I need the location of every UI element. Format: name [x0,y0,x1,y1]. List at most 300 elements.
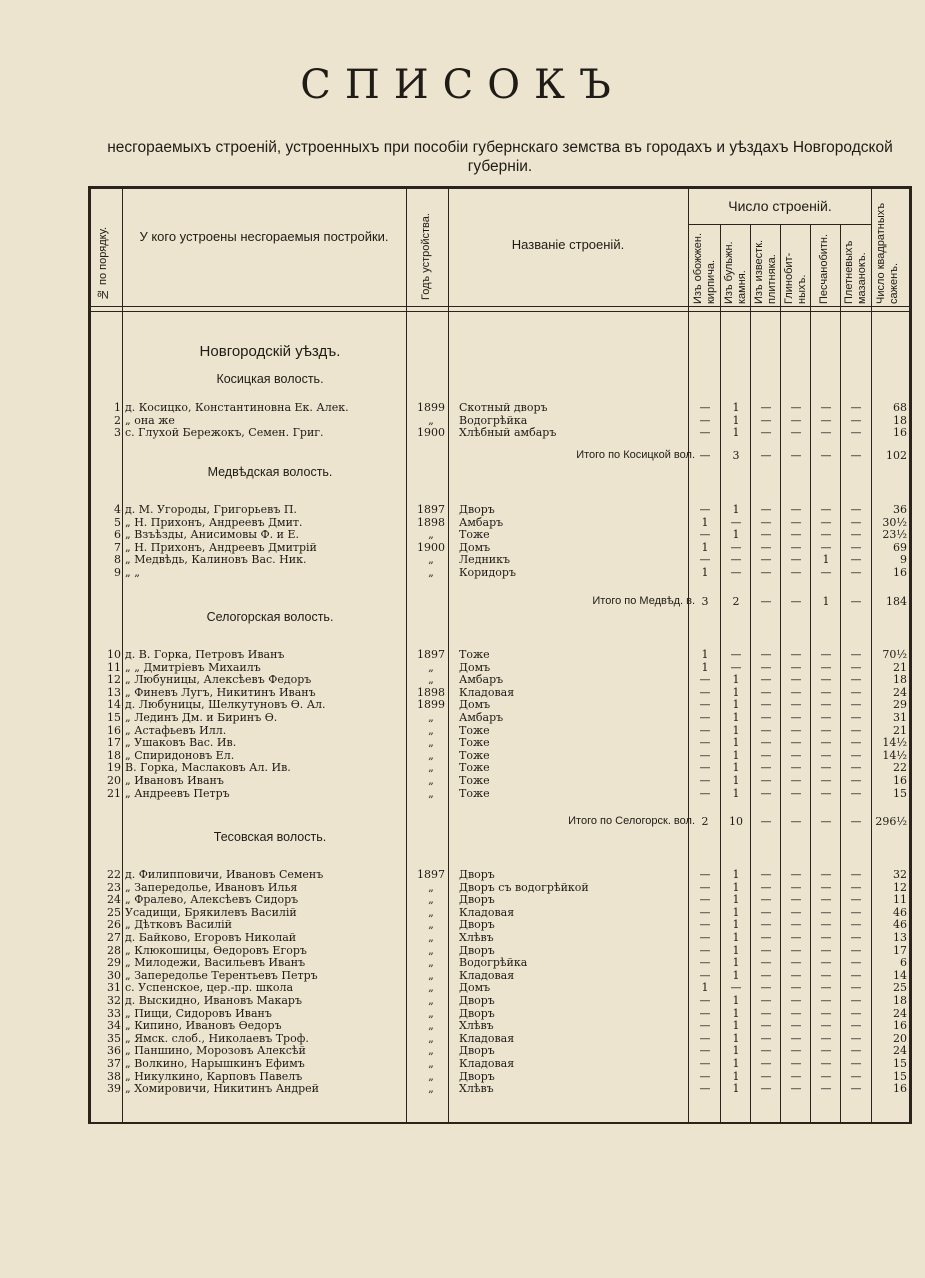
table-row [91,541,909,554]
row-count: — [699,426,711,440]
row-number: 5 [114,515,121,529]
table-row [91,1082,909,1095]
header-name: Названіе строеній. [511,237,625,252]
row-count: — [790,723,802,737]
row-count: — [699,723,711,737]
row-count: 1 [732,868,740,881]
row-owner: „ Спиридоновъ Ел. [125,748,235,762]
row-count: 1 [732,786,740,800]
row-count: — [699,786,711,800]
row-count: — [820,540,832,554]
row-year: „ [428,553,434,567]
row-count: — [760,1031,772,1045]
row-building-name: Тоже [459,648,490,661]
table-row [91,969,909,982]
row-count: — [820,401,832,414]
row-building-name: Хлѣбный амбаръ [459,426,557,440]
table-row [91,516,909,529]
row-count: 1 [732,918,740,932]
table-row [91,1044,909,1057]
row-count: — [790,968,802,982]
row-year: „ [428,943,434,957]
row-year: „ [428,918,434,932]
row-number: 12 [107,673,121,687]
row-count: 1 [701,566,709,579]
row-year: „ [428,774,434,787]
row-count: 1 [732,893,740,907]
total-count: — [790,449,802,462]
table-row [91,553,909,566]
row-building-name: Тоже [459,786,490,800]
row-number: 11 [107,660,121,674]
table-row [91,1019,909,1032]
row-owner: „ Никулкино, Карповъ Павелъ [125,1069,303,1083]
row-count: — [850,893,862,907]
total-count: — [820,815,832,828]
row-owner: „ Любуницы, Алексѣевъ Федоръ [125,673,312,687]
row-building-name: Кладовая [459,905,515,919]
table-row [91,426,909,439]
document-title: СПИСОКЪ [300,62,625,108]
row-count: — [699,553,711,567]
row-owner: „ „ Дмитріевъ Михаилъ [125,660,261,674]
row-year: „ [428,1031,434,1045]
row-count: — [790,1069,802,1083]
row-year: 1900 [417,540,445,554]
row-count: — [699,673,711,687]
header-col-stone: Изъ бульжн. камня. [723,241,748,304]
row-number: 22 [107,868,121,881]
total-count: — [820,449,832,462]
row-count: 1 [732,761,740,775]
row-count: — [820,981,832,995]
row-owner: д. В. Горка, Петровъ Иванъ [125,648,285,661]
row-owner: „ Дѣтковъ Василій [125,918,233,932]
volost-heading: Медвѣдская волость. [207,465,333,479]
row-count: — [850,503,862,516]
row-count: — [820,711,832,724]
row-count: — [699,868,711,881]
row-count: — [850,685,862,699]
table-row [91,868,909,881]
row-number: 16 [107,723,121,737]
row-count: — [790,711,802,724]
row-number: 4 [114,503,121,516]
row-number: 29 [107,956,121,970]
total-label: Итого по Медвѣд. в. [592,595,695,607]
row-owner: „ Медвѣдь, Калиновъ Вас. Ник. [125,553,307,567]
row-count: — [850,426,862,440]
row-count: — [850,648,862,661]
row-count: — [790,515,802,529]
row-square-sazhen: 23½ [882,528,907,542]
row-count: — [790,553,802,567]
row-count: — [760,648,772,661]
row-count: — [699,905,711,919]
table-row [91,994,909,1007]
row-count: — [850,931,862,944]
row-count: — [760,1006,772,1020]
table-row [91,931,909,944]
row-count: — [790,648,802,661]
table-row [91,774,909,787]
row-square-sazhen: 32 [893,868,907,881]
row-count: — [699,1082,711,1096]
row-building-name: Тоже [459,723,490,737]
row-building-name: Дворъ [459,1069,495,1083]
row-building-name: Хлѣвъ [459,1082,494,1096]
row-count: — [760,905,772,919]
row-year: „ [428,673,434,687]
row-count: — [850,761,862,775]
row-count: — [730,515,742,529]
row-square-sazhen: 18 [893,673,907,687]
row-count: — [760,880,772,894]
row-square-sazhen: 16 [893,774,907,787]
row-owner: д. Байково, Егоровъ Николай [125,931,297,944]
row-year: „ [428,956,434,970]
row-count: — [850,994,862,1007]
row-square-sazhen: 9 [900,553,907,567]
row-square-sazhen: 70½ [882,648,907,661]
row-owner: „ она же [125,413,175,427]
row-count: — [790,748,802,762]
row-owner: „ Н. Прихонъ, Андреевъ Дмитрій [125,540,317,554]
row-building-name: Амбаръ [459,515,504,529]
table-row [91,787,909,800]
row-year: 1897 [417,868,445,881]
row-number: 39 [107,1082,121,1096]
row-square-sazhen: 25 [893,981,907,995]
row-number: 6 [114,528,121,542]
row-count: 1 [732,905,740,919]
row-building-name: Кладовая [459,968,515,982]
row-count: — [790,685,802,699]
row-year: „ [428,1019,434,1033]
row-count: 1 [701,540,709,554]
row-count: — [760,515,772,529]
row-building-name: Дворъ [459,943,495,957]
total-count: — [760,449,772,462]
total-count: 2 [732,595,740,608]
row-number: 32 [107,994,121,1007]
row-count: — [760,748,772,762]
row-building-name: Кладовая [459,685,515,699]
row-count: — [850,736,862,750]
row-count: — [699,413,711,427]
row-count: — [820,413,832,427]
row-owner: с. Успенское, цер.-пр. школа [125,981,294,995]
total-count: 10 [729,815,743,828]
row-count: — [760,968,772,982]
row-count: 1 [732,1019,740,1033]
row-number: 37 [107,1057,121,1070]
row-count: — [850,566,862,579]
table-row [91,528,909,541]
table-row [91,648,909,661]
row-count: — [850,553,862,567]
row-count: — [699,761,711,775]
total-count: — [850,449,862,462]
row-count: — [699,943,711,957]
row-number: 3 [114,426,121,440]
row-number: 27 [107,931,121,944]
row-count: — [699,893,711,907]
row-count: — [699,748,711,762]
row-count: — [790,905,802,919]
row-year: „ [428,905,434,919]
row-year: „ [428,1057,434,1070]
row-count: — [850,1031,862,1045]
row-count: — [820,685,832,699]
total-row [91,449,909,462]
table-row [91,673,909,686]
table-row [91,1070,909,1083]
row-count: — [760,528,772,542]
row-count: — [790,943,802,957]
row-count: 1 [732,401,740,414]
row-count: 1 [732,426,740,440]
row-owner: Усадищи, Брякилевъ Василій [125,905,297,919]
row-owner: „ Ивановъ Иванъ [125,774,224,787]
row-building-name: Тоже [459,761,490,775]
row-count: — [820,1031,832,1045]
row-count: — [790,566,802,579]
row-count: — [760,943,772,957]
row-count: — [699,1019,711,1033]
row-count: 1 [732,711,740,724]
row-count: — [760,553,772,567]
row-count: — [760,786,772,800]
row-building-name: Тоже [459,774,490,787]
row-owner: д. Любуницы, Шелкутуновъ Ѳ. Ал. [125,698,326,712]
row-square-sazhen: 17 [893,943,907,957]
total-label: Итого по Косицкой вол. [576,449,695,461]
row-count: — [820,931,832,944]
row-count: — [790,893,802,907]
row-count: 1 [732,968,740,982]
row-count: — [730,660,742,674]
row-count: — [850,968,862,982]
table-row [91,761,909,774]
row-square-sazhen: 16 [893,1019,907,1033]
row-count: — [730,540,742,554]
row-number: 35 [107,1031,121,1045]
row-count: — [820,994,832,1007]
row-year: „ [428,893,434,907]
row-building-name: Домъ [459,981,491,995]
row-count: — [790,868,802,881]
row-number: 28 [107,943,121,957]
row-count: — [790,931,802,944]
row-count: — [790,1019,802,1033]
row-count: — [820,698,832,712]
row-year: 1897 [417,503,445,516]
row-year: „ [428,711,434,724]
row-building-name: Кладовая [459,1057,515,1070]
row-building-name: Домъ [459,698,491,712]
row-count: — [820,660,832,674]
row-count: — [850,540,862,554]
row-square-sazhen: 15 [893,1057,907,1070]
row-square-sazhen: 14 [893,968,907,982]
row-number: 8 [114,553,121,567]
row-count: — [730,981,742,995]
row-count: — [820,515,832,529]
row-count: — [760,413,772,427]
row-year: 1899 [417,401,445,414]
row-owner: „ Фралево, Алексѣевъ Сидоръ [125,893,299,907]
row-count: — [850,515,862,529]
row-building-name: Кладовая [459,1031,515,1045]
row-square-sazhen: 15 [893,1069,907,1083]
row-square-sazhen: 24 [893,1044,907,1058]
row-count: — [730,648,742,661]
row-building-name: Коридоръ [459,566,516,579]
volost-heading: Тесовская волость. [213,830,327,844]
row-count: — [760,503,772,516]
row-count: — [699,968,711,982]
row-count: — [699,711,711,724]
row-count: — [760,660,772,674]
row-count: — [850,981,862,995]
row-year: „ [428,736,434,750]
table-row [91,711,909,724]
table-row [91,503,909,516]
row-count: — [790,660,802,674]
row-square-sazhen: 29 [893,698,907,712]
row-number: 19 [107,761,121,775]
row-count: — [850,673,862,687]
row-year: 1898 [417,515,445,529]
row-count: — [790,994,802,1007]
table-row [91,944,909,957]
row-count: — [760,673,772,687]
row-square-sazhen: 46 [893,905,907,919]
row-count: — [850,748,862,762]
header-col-lime: Изъ известк. плитняка. [753,239,778,304]
header-bottom-line-2 [91,311,909,312]
header-col-brick: Изъ обожжен. кирпича. [692,232,717,304]
row-year: „ [428,413,434,427]
row-count: — [790,401,802,414]
row-owner: „ Запередолье, Ивановъ Илья [125,880,298,894]
row-year: „ [428,566,434,579]
row-count: — [699,918,711,932]
row-count: — [730,566,742,579]
row-owner: „ Андреевъ Петръ [125,786,230,800]
row-count: — [699,1057,711,1070]
total-square-sazhen: 102 [886,449,907,462]
row-count: — [790,1031,802,1045]
row-owner: „ Хомировичи, Никитинъ Андрей [125,1082,320,1096]
row-owner: „ Финевъ Лугъ, Никитинъ Иванъ [125,685,316,699]
row-count: — [790,1057,802,1070]
total-count: — [760,815,772,828]
table-row [91,906,909,919]
row-count: — [699,1006,711,1020]
row-year: „ [428,528,434,542]
row-count: — [760,736,772,750]
volost-heading: Косицкая волость. [216,372,324,386]
row-number: 1 [114,401,121,414]
row-count: — [820,905,832,919]
row-count: — [850,774,862,787]
row-count: 1 [732,528,740,542]
row-count: — [790,956,802,970]
row-number: 10 [107,648,121,661]
row-count: — [760,1057,772,1070]
header-col-sq: Число квадратныхъ саженъ. [875,202,900,304]
row-year: 1899 [417,698,445,712]
uezd-heading: Новгородскій уѣздъ. [199,343,341,360]
row-owner: „ „ [125,566,140,579]
total-count: — [790,815,802,828]
row-owner: д. М. Угороды, Григорьевъ П. [125,503,297,516]
row-count: — [850,660,862,674]
row-square-sazhen: 22 [893,761,907,775]
row-square-sazhen: 14½ [882,748,907,762]
row-count: — [820,893,832,907]
row-year: „ [428,968,434,982]
row-year: „ [428,880,434,894]
row-count: — [820,1019,832,1033]
row-count: — [760,761,772,775]
row-count: 1 [822,553,830,567]
row-square-sazhen: 14½ [882,736,907,750]
row-building-name: Домъ [459,540,491,554]
row-count: 1 [732,931,740,944]
row-count: — [760,774,772,787]
row-count: — [760,401,772,414]
row-year: „ [428,981,434,995]
row-count: — [850,1006,862,1020]
row-count: — [760,1019,772,1033]
row-count: 1 [701,660,709,674]
row-year: „ [428,1082,434,1096]
row-count: — [820,673,832,687]
row-count: — [850,698,862,712]
row-year: „ [428,994,434,1007]
row-year: „ [428,931,434,944]
row-owner: „ Взъѣзды, Анисимовы Ф. и Е. [125,528,300,542]
row-count: — [699,736,711,750]
row-year: 1898 [417,685,445,699]
row-count: — [820,736,832,750]
row-square-sazhen: 16 [893,1082,907,1096]
row-count: — [820,503,832,516]
row-count: — [820,761,832,775]
row-count: — [850,1082,862,1096]
header-col-sand: Песчанобитн. [818,233,830,304]
row-square-sazhen: 68 [893,401,907,414]
header-col-wattle: Плетневыхъ мазанокъ. [843,240,868,304]
row-square-sazhen: 46 [893,918,907,932]
row-count: — [730,553,742,567]
row-count: — [820,880,832,894]
row-square-sazhen: 24 [893,685,907,699]
row-count: — [790,918,802,932]
row-square-sazhen: 16 [893,566,907,579]
row-number: 2 [114,413,121,427]
row-count: — [820,1082,832,1096]
row-building-name: Хлѣвъ [459,1019,494,1033]
row-count: — [790,1006,802,1020]
row-number: 23 [107,880,121,894]
row-count: 1 [732,673,740,687]
row-number: 7 [114,540,121,554]
row-number: 20 [107,774,121,787]
